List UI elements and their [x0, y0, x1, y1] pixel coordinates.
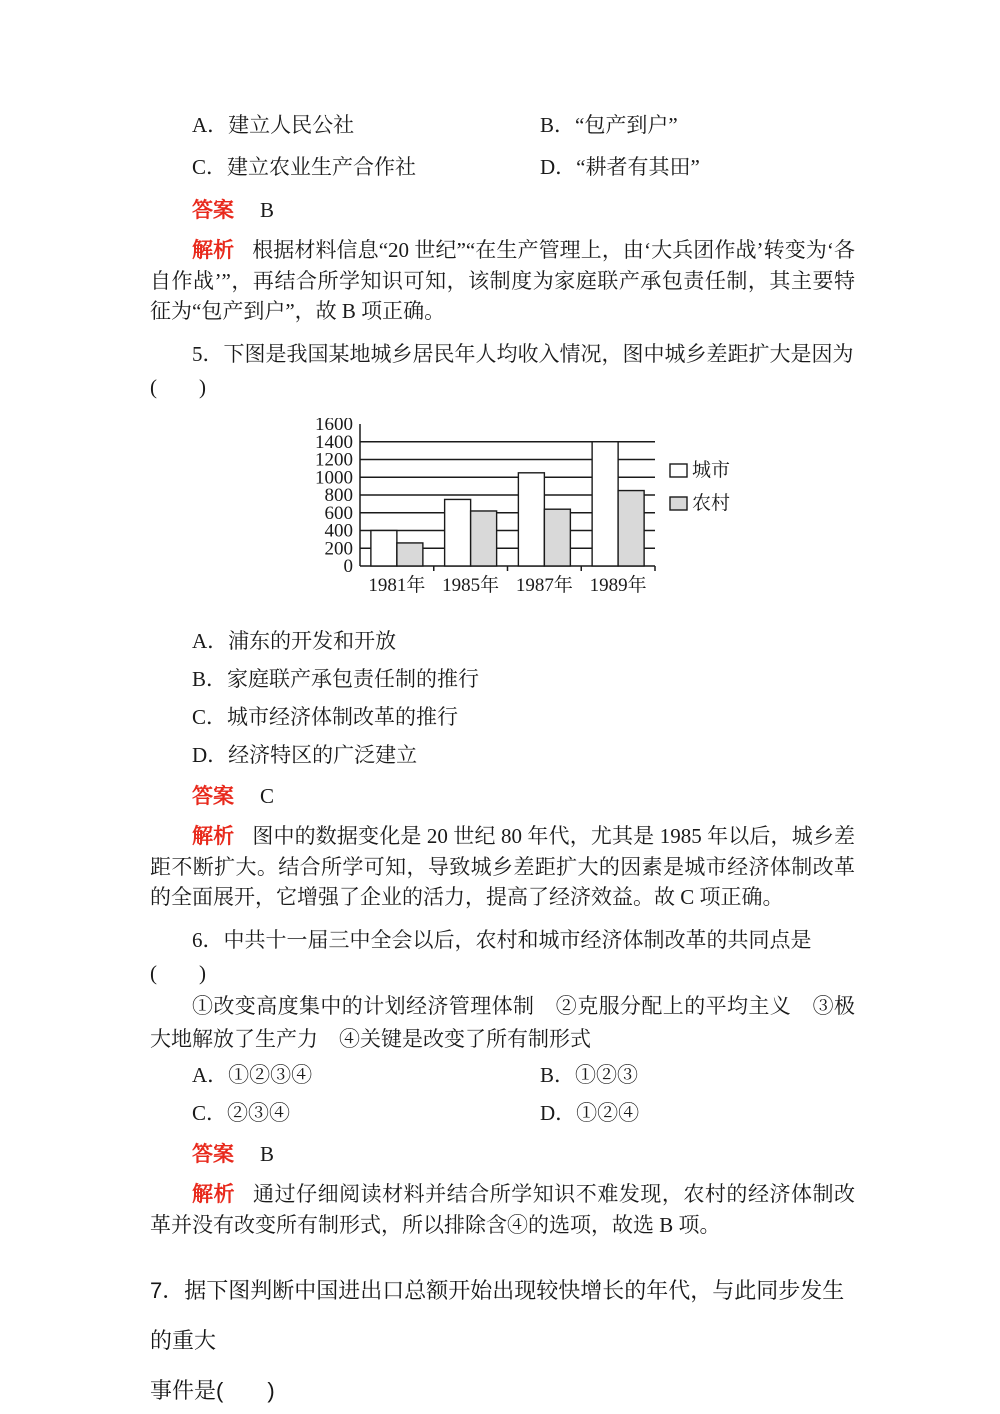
q5-option-c: C．城市经济体制改革的推行 — [192, 705, 459, 729]
q6-option-c: C．②③④ — [192, 1101, 291, 1125]
analysis-text: 根据材料信息“20 世纪”“在生产管理上，由‘大兵团作战’转变为‘各自作战’”，再结合所学知识可知，该制度为家庭联产承包责任制，其主要特征为“包产到户”，故 B 项正确。 — [150, 238, 855, 323]
analysis-text: 通过仔细阅读材料并结合所学知识不难发现，农村的经济体制改革并没有改变所有制形式，所以排除含④的选项，故选 B 项。 — [150, 1182, 856, 1237]
q6-option-a: A．①②③④ — [192, 1063, 313, 1087]
answer-value: B — [260, 1142, 275, 1166]
q6-option-row — [150, 1056, 855, 1094]
x-tick-label: 1987年 — [515, 575, 573, 596]
analysis-label: 解析 — [192, 1183, 236, 1206]
q5-option-d: D．经济特区的广泛建立 — [192, 743, 418, 767]
y-tick-label: 400 — [324, 520, 353, 542]
q5-answer-paren: ( ) — [150, 375, 206, 399]
q6-stem: 6．中共十一届三中全会以后，农村和城市经济体制改革的共同点是( ) — [150, 928, 812, 985]
bar-农村-1987年 — [544, 509, 570, 566]
q4-option-row — [150, 146, 855, 188]
bar-农村-1981年 — [397, 543, 423, 566]
answer-label: 答案 — [192, 785, 234, 808]
x-tick-label: 1985年 — [442, 575, 500, 596]
q6-option-d: D．①②④ — [540, 1101, 640, 1125]
answer-label: 答案 — [192, 1143, 234, 1166]
y-tick-label: 1200 — [315, 449, 353, 471]
q6-sub-items: ①改变高度集中的计划经济管理体制 ②克服分配上的平均主义 ③极大地解放了生产力 ④关键是改变了所有制形式 — [150, 994, 855, 1051]
bar-农村-1989年 — [618, 491, 644, 566]
y-tick-label: 1000 — [315, 467, 353, 489]
q5-stem: 5．下图是我国某地城乡居民年人均收入情况，图中城乡差距扩大是因为 — [192, 342, 854, 366]
q6-answer-line — [150, 1134, 855, 1175]
bar-农村-1985年 — [471, 511, 497, 566]
legend-label: 城市 — [692, 460, 731, 481]
analysis-label: 解析 — [192, 825, 235, 848]
q4-option-a: A．建立人民公社 — [192, 113, 355, 137]
q6-option-row — [150, 1094, 855, 1132]
chart-canvas — [310, 418, 746, 614]
q7-stem-line-1: 7．据下图判断中国进出口总额开始出现较快增长的年代，与此同步发生的重大 — [150, 1278, 845, 1353]
bar-城市-1985年 — [445, 499, 471, 566]
y-tick-label: 1400 — [315, 431, 353, 453]
q6-option-b: B．①②③ — [540, 1063, 639, 1087]
bar-城市-1989年 — [592, 442, 618, 566]
analysis-label: 解析 — [192, 239, 235, 262]
legend-swatch-农村 — [670, 497, 687, 510]
y-tick-label: 600 — [324, 502, 353, 524]
q4-option-d: D．“耕者有其田” — [540, 155, 700, 179]
y-tick-label: 1600 — [315, 418, 353, 435]
q5-answer-line — [150, 776, 855, 817]
q4-option-b: B．“包产到户” — [540, 113, 678, 137]
q7-stem — [150, 1266, 855, 1414]
y-tick-label: 0 — [343, 556, 353, 577]
y-tick-label: 200 — [324, 538, 353, 560]
bar-城市-1987年 — [518, 473, 544, 566]
x-tick-label: 1981年 — [368, 575, 426, 596]
answer-label: 答案 — [192, 199, 234, 222]
income-bar-chart — [310, 418, 746, 614]
page-content — [150, 0, 855, 1414]
q4-analysis — [150, 235, 855, 326]
legend-swatch-城市 — [670, 464, 687, 477]
bar-城市-1981年 — [371, 531, 397, 567]
q7-stem-line-2: 事件是( ) — [150, 1378, 275, 1403]
y-tick-label: 800 — [324, 485, 353, 506]
answer-value: C — [260, 784, 275, 808]
q5-option-a: A．浦东的开发和开放 — [192, 629, 397, 653]
q5-option-b: B．家庭联产承包责任制的推行 — [192, 667, 480, 691]
q6-analysis — [150, 1179, 855, 1240]
answer-value: B — [260, 198, 275, 222]
q5-analysis — [150, 821, 855, 912]
legend-label: 农村 — [692, 493, 731, 514]
x-tick-label: 1989年 — [589, 575, 647, 596]
q4-option-row — [150, 104, 855, 146]
analysis-text: 图中的数据变化是 20 世纪 80 年代，尤其是 1985 年以后，城乡差距不断扩大。结合所学可知，导致城乡差距扩大的因素是城市经济体制改革的全面展开，它增强了企业的活力，提高了经济效益。故 C 项正确。 — [150, 824, 856, 909]
q4-answer-line — [150, 190, 855, 231]
q4-option-c: C．建立农业生产合作社 — [192, 155, 417, 179]
